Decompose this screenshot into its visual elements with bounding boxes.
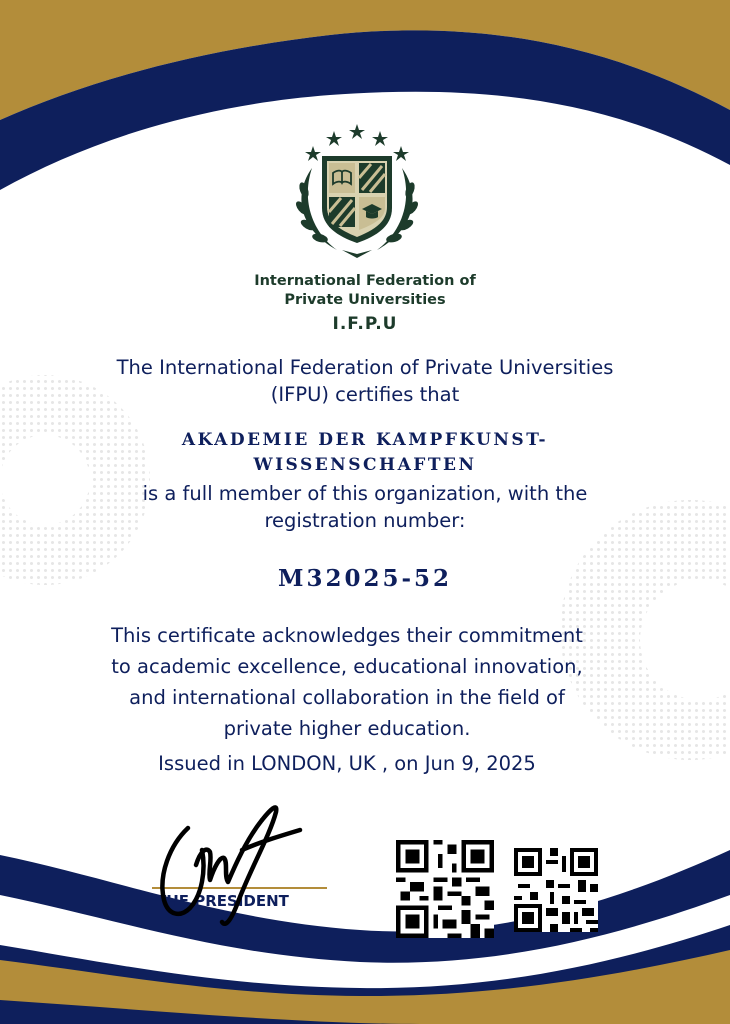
- organization-name: [0, 272, 730, 310]
- member-name: [0, 428, 730, 478]
- issued-statement: Issued in LONDON, UK , on Jun 9, 2025: [158, 752, 536, 775]
- ack-line4: private higher education.: [223, 717, 471, 740]
- organization-name-line1: International Federation of: [254, 273, 476, 289]
- certificate-intro: [0, 354, 730, 408]
- ack-line3: and international collaboration in the field of: [129, 686, 565, 709]
- membership-line2: registration number:: [264, 509, 466, 532]
- ack-line1: This certificate acknowledges their commitment: [111, 624, 583, 647]
- signature-icon: [150, 790, 310, 930]
- ack-line2: to academic excellence, educational innovation,: [111, 655, 583, 678]
- organization-name-line2: Private Universities: [284, 292, 446, 308]
- registration-number: M32025-52: [277, 565, 453, 592]
- intro-line1: The International Federation of Private Universities: [116, 356, 614, 379]
- star-icon: [305, 124, 409, 161]
- membership-statement: [0, 480, 730, 534]
- qr-code-icon: [396, 840, 494, 938]
- membership-line1: is a full member of this organization, with the: [142, 482, 588, 505]
- qr-code-icon: [514, 848, 598, 932]
- intro-line2: (IFPU) certifies that: [270, 383, 460, 406]
- acknowledgement: [0, 620, 712, 744]
- member-name-line2: WISSENSCHAFTEN: [253, 455, 477, 475]
- member-name-line1: AKADEMIE DER KAMPFKUNST-: [181, 430, 549, 450]
- laurel-crest-icon: [282, 118, 432, 268]
- signature-title: THE PRESIDENT: [156, 892, 289, 910]
- organization-acronym: I.F.P.U: [332, 314, 398, 334]
